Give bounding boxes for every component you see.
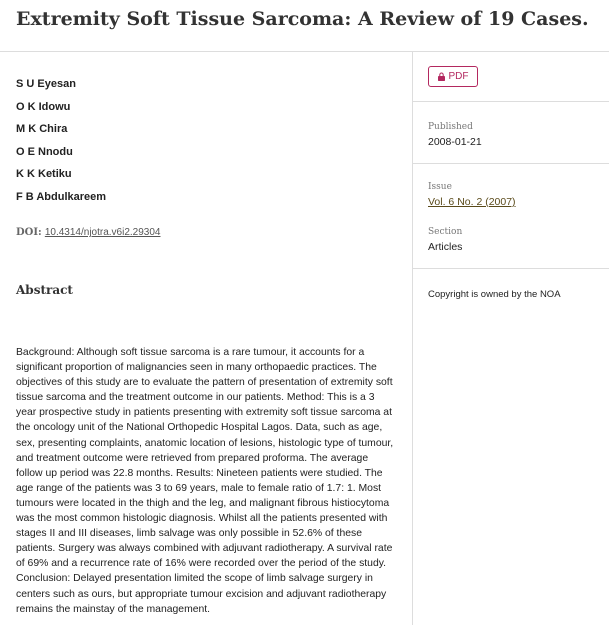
author-item: F B Abdulkareem — [16, 190, 107, 203]
author-list — [16, 73, 106, 208]
sidebar-divider — [413, 268, 609, 269]
doi-label: DOI: — [16, 227, 42, 238]
sidebar-divider — [413, 163, 609, 164]
author-item: M K Chira — [16, 123, 68, 135]
copyright-text: Copyright is owned by the NOA — [428, 289, 561, 300]
issue-label: Issue — [428, 182, 452, 192]
author-item: O E Nnodu — [16, 145, 73, 158]
abstract-heading: Abstract — [16, 283, 73, 297]
published-label: Published — [428, 122, 473, 132]
article-title: Extremity Soft Tissue Sarcoma: A Review of 19 Cases. — [16, 8, 589, 30]
author-item: S U Eyesan — [16, 78, 76, 90]
author-item: K K Ketiku — [16, 168, 72, 180]
abstract-text: Background: Although soft tissue sarcoma is a rare tumour, it accounts for a significant proportion of malignancies seen in many orthopaedic practices. The objectives of this study are to evaluate the pattern of presentation of extremity soft tissue sarcoma and the treatment outcome in our patients. Method: This is a 3 year prospective study in patients presenting with extremity soft tissue sarcoma at the oncology unit of the National Orthopedic Hospital Lagos. Data, such as age, sex, presenting complaints, anatomic location of lesions, histologic type of tumour, and treatment outcome were retrieved from prepared proforma. The average follow up period was 22.8 months. Results: Nineteen patients were studied. The age range of the patients was 3 to 69 years, male to female ratio of 1.7: 1. Most tumours were located in the thigh and the leg, and malignant fibrous histiocytoma was the most common histologic diagnosis. Whilst all the patients presented with stages II and III diseases, limb salvage was only possible in 52.6% of these patients. Surgery was always combined with adjuvant radiotherapy. A survival rate of 69% and a recurrence rate of 16% were recorded over the period of the study. Conclusion: Delayed presentation limited the scope of limb salvage surgery in centers such as ours, but appropriate tumour excision and adjuvant radiotherapy remains the mainstay of the management. — [16, 347, 394, 615]
doi-link[interactable]: 10.4314/njotra.v6i2.29304 — [44, 227, 161, 238]
section-value: Articles — [428, 241, 463, 253]
published-date: 2008-01-21 — [428, 136, 482, 148]
header-divider — [0, 51, 609, 52]
lock-icon — [438, 72, 445, 81]
column-divider — [412, 52, 413, 625]
pdf-button[interactable] — [428, 66, 478, 87]
doi-row — [16, 225, 160, 240]
pdf-label: PDF — [448, 71, 469, 82]
section-label: Section — [428, 227, 463, 237]
issue-link[interactable]: Vol. 6 No. 2 (2007) — [428, 196, 516, 208]
author-item: O K Idowu — [16, 100, 71, 113]
sidebar-divider — [413, 101, 609, 102]
